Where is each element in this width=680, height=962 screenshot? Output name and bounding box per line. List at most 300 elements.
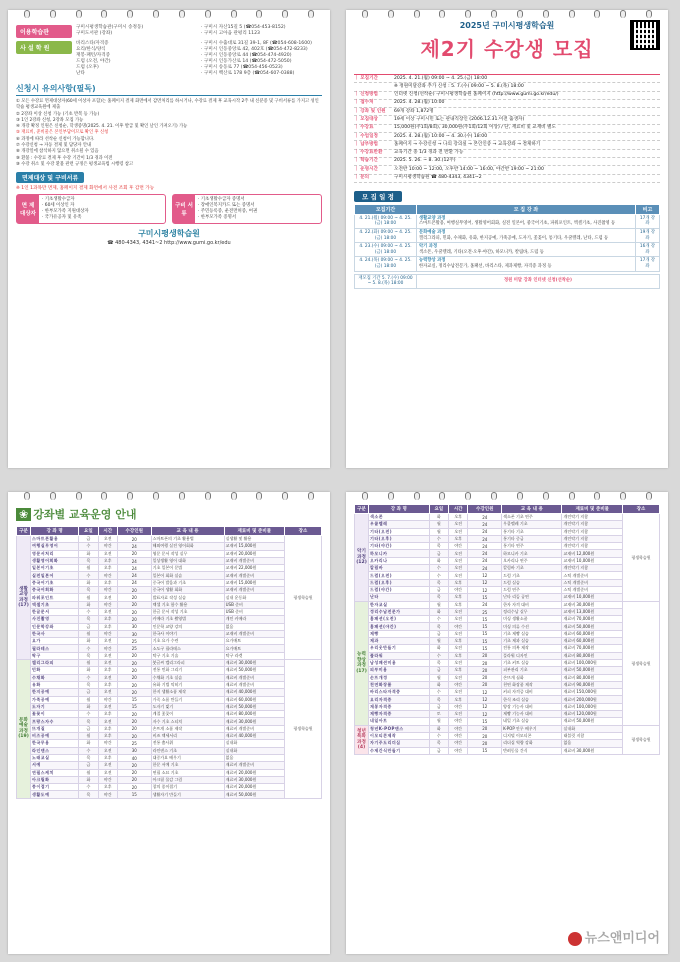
course-name: 파워포인트 [31, 594, 79, 601]
schedule-key: ｜ 수강료 [354, 125, 374, 131]
table-row [355, 214, 660, 228]
table-row [17, 601, 322, 608]
course-material: 없음 [224, 754, 284, 761]
course-material: 재료비 20,000원 [224, 769, 284, 776]
course-day: 월 [79, 769, 98, 776]
course-capacity: 20 [468, 667, 502, 674]
course-content: 아크릴 물감 그림 [151, 776, 224, 783]
course-name: 꽃꽂이 [31, 711, 79, 718]
course-name: 도자기 [31, 703, 79, 710]
table-row [17, 681, 322, 688]
course-time: 오전 [449, 572, 468, 579]
recruit-title: 제2기 수강생 모집 [420, 37, 594, 61]
table-row [17, 711, 322, 718]
course-day: 화 [429, 725, 448, 732]
course-day: 화 [429, 557, 448, 564]
recruit-header [354, 20, 660, 70]
course-time: 오전 [98, 689, 117, 696]
course-capacity: 30 [117, 623, 151, 630]
course-content: 미싱 생활소품 [502, 616, 562, 623]
course-time: 오후 [449, 638, 468, 645]
course-day: 목 [79, 587, 98, 594]
course-day: 목 [429, 696, 448, 703]
group-cell: 청년특화과정(4) [355, 725, 369, 754]
course-desc: 색소폰, 우쿨렐레, 기타(오전·오후·야간), 하모니카, 칼림바, 드럼 등 [419, 249, 544, 255]
course-time: 야간 [98, 696, 117, 703]
course-day: 금 [429, 703, 448, 710]
notice-item: ⑨ 환불 : 수강료 결제 후 수강 기간이 1/3 경과 이전 [16, 155, 113, 161]
venue-name: 드럼 (오후) [76, 65, 99, 70]
course-content: 통기타 기초 [502, 528, 562, 535]
table-row [17, 725, 322, 732]
table-header: 수강인원 [117, 527, 151, 536]
target-boxes [16, 194, 322, 224]
course-time: 오전 [98, 594, 117, 601]
table-row [355, 659, 660, 666]
period-cell: 4. 24.(목) 09:00 ~ 4. 25.(금) 18:00 [355, 257, 417, 271]
course-content: 한국사 이야기 [151, 630, 224, 637]
course-time: 오후 [98, 784, 117, 791]
course-time: 오후 [98, 565, 117, 572]
table-row [355, 667, 660, 674]
course-material: 재료비 30,000원 [562, 747, 623, 754]
course-material: 실내화 [224, 747, 284, 754]
course-day: 수 [429, 535, 448, 542]
course-name: 여행실무영어 [31, 543, 79, 550]
course-name: 우쿨렐레 [369, 521, 430, 528]
course-day: 화 [79, 667, 98, 674]
course-desc: 스마트폰활용, 여행실무영어, 생활영어회화, 실전 일본어, 중국어기초, 파워포인트, 엑셀기초, 사진촬영 등 [419, 221, 616, 227]
table-row [17, 674, 322, 681]
course-content: 기초 요가 수련 [151, 638, 224, 645]
table-header: 강 좌 명 [31, 527, 79, 536]
group-cell: 생활교양과정(17) [17, 536, 31, 660]
course-name: 영문서처리 [31, 550, 79, 557]
notice-list [16, 99, 322, 168]
course-capacity: 20 [117, 733, 151, 740]
notice-item: ⑤ 재료비, 준비물은 본인부담이므로 확인 후 신청 [16, 130, 109, 136]
course-capacity: 24 [468, 528, 502, 535]
place-cell: 평생학습원 [285, 660, 322, 799]
course-content: 수채화 기초 실습 [151, 674, 224, 681]
course-material: 없음 [224, 623, 284, 630]
table-row [355, 674, 660, 681]
venue-name: 드럼 (오전, 야간) [76, 59, 111, 64]
course-day: 금 [429, 586, 448, 593]
course-time: 오후 [98, 733, 117, 740]
schedule-row [354, 100, 660, 108]
schedule-row [354, 108, 660, 116]
course-capacity: 20 [117, 711, 151, 718]
course-material: 재료비 50,000원 [224, 791, 284, 798]
table-row [355, 630, 660, 637]
course-day: 화 [79, 550, 98, 557]
course-content: 중국어 생활 회화 [151, 587, 224, 594]
course-capacity: 20 [468, 681, 502, 688]
binder-rings [8, 492, 330, 500]
course-name: 사진촬영 [31, 616, 79, 623]
course-material: 교재비 개별준비 [224, 572, 284, 579]
course-name: 생활영어회화 [31, 557, 79, 564]
course-time: 오후 [449, 652, 468, 659]
notice-item: ⑥ 과정에 따라 선착순 신청이 가능합니다. [16, 136, 95, 142]
venue-address: · 구미시 인동중앙로 42, 402호 (☎054-472-8233) [201, 47, 308, 52]
table-row [355, 521, 660, 528]
table-row [355, 616, 660, 623]
course-day: 목 [429, 740, 448, 747]
course-capacity: 24 [468, 543, 502, 550]
course-capacity: 20 [117, 652, 151, 659]
course-name: 실전일본어 [31, 572, 79, 579]
course-time: 오전 [449, 557, 468, 564]
info-col-address [201, 41, 322, 77]
schedule-key: ｜ 강좌 및 인원 [354, 108, 386, 114]
course-capacity: 24 [117, 565, 151, 572]
course-material: 교재비 22,000원 [224, 565, 284, 572]
course-day: 목 [79, 718, 98, 725]
course-name: 홈패션(오전) [369, 616, 430, 623]
course-material: 실내 운동화 [224, 594, 284, 601]
course-time: 오전 [449, 550, 468, 557]
course-content: 발표자료 작성 실습 [151, 594, 224, 601]
table-row [355, 623, 660, 630]
table-header: 장소 [285, 527, 322, 536]
course-day: 월 [79, 660, 98, 667]
course-time: 야간 [449, 725, 468, 732]
course-content: 전통 춤사위 [151, 740, 224, 747]
course-capacity: 30 [117, 630, 151, 637]
target-box [16, 194, 166, 224]
course-capacity: 20 [117, 681, 151, 688]
schedule-key: ｜ 모집기간 [354, 75, 378, 81]
schedule-row [354, 133, 660, 141]
venue-address: · 구미시 송동로 77 (☎054-456-0523) [201, 65, 283, 70]
course-content: 천연 화장품 제작 [502, 681, 562, 688]
course-material: 재료비 60,000원 [224, 696, 284, 703]
schedule-value: 2025. 4. 21.(월) 09:00 ~ 4. 25.(금) 18:00 [394, 75, 488, 81]
course-content: 도자기 빚기 [151, 703, 224, 710]
notice-item: ⑧ 개강일에 참석하지 않으면 취소될 수 있음 [16, 149, 99, 155]
notice-item: ② 2강좌 이상 신청 가능 (기초 반복 등 가능) [16, 111, 100, 117]
course-capacity: 20 [117, 725, 151, 732]
course-name: 정리수납전문가 [369, 608, 430, 615]
course-capacity: 25 [468, 608, 502, 615]
course-material: 실생활 및 활용 [224, 536, 284, 543]
course-material: 재료비 개별준비 [224, 762, 284, 769]
course-capacity: 12 [468, 689, 502, 696]
page-title: ❀ 강좌별 교육운영 안내 [16, 506, 322, 522]
course-name: 유화 [31, 681, 79, 688]
table-header: 재료비 및 준비물 [224, 527, 284, 536]
course-capacity: 20 [117, 550, 151, 557]
course-capacity: 20 [468, 732, 502, 739]
course-material: 교재비 20,000원 [224, 550, 284, 557]
course-content: 드럼 연주 [502, 586, 562, 593]
course-day: 화 [429, 514, 448, 521]
course-material: 교재비 개별준비 [224, 630, 284, 637]
course-capacity: 25 [117, 645, 151, 652]
table-row [355, 711, 660, 718]
table-row [355, 725, 660, 732]
course-time: 야간 [449, 703, 468, 710]
target-body [39, 195, 165, 223]
course-name: 제빵자격증 [369, 711, 430, 718]
table-header: 비고 [636, 204, 660, 214]
course-day: 수 [429, 732, 448, 739]
table-header: 구분 [17, 527, 31, 536]
table-row [17, 703, 322, 710]
course-capacity: 24 [468, 535, 502, 542]
course-material: 재료비 100,000원 [562, 659, 623, 666]
course-content: 색소폰 기초 연주 [502, 514, 562, 521]
course-time: 오후 [98, 557, 117, 564]
schedule-list [354, 74, 660, 183]
table-row [17, 630, 322, 637]
course-name: 드럼(오전) [369, 572, 430, 579]
re-recruit-period: 재모집 기간 5. 7.(수) 09:00 ~ 5. 8.(목) 18:00 [355, 274, 417, 288]
course-name: 인문학강좌 [31, 623, 79, 630]
qr-code-icon[interactable] [630, 20, 660, 50]
table-row [17, 645, 322, 652]
table-row [355, 608, 660, 615]
schedule-row [354, 166, 660, 174]
course-time: 야간 [98, 630, 117, 637]
course-day: 화 [429, 645, 448, 652]
notice-item: ⑦ 수강신청 → 자동 결제 및 담당자 안내 [16, 143, 92, 149]
course-name: 서예 [31, 762, 79, 769]
table-row [17, 754, 322, 761]
course-time: 오후 [98, 616, 117, 623]
schedule-value: 69개 강좌 1,872명 [394, 108, 434, 114]
schedule-row [354, 75, 660, 83]
course-day: 화 [429, 681, 448, 688]
course-content: 피부관리 기초 [502, 667, 562, 674]
course-time: 오후 [449, 601, 468, 608]
course-time: 야간 [98, 645, 117, 652]
course-content: 기초 일본어 문법 [151, 565, 224, 572]
course-content: 제빵 기능사 대비 [502, 711, 562, 718]
table-row [355, 696, 660, 703]
table-row [355, 747, 660, 754]
table-row [17, 740, 322, 747]
course-day: 수 [79, 674, 98, 681]
schedule-row [354, 158, 660, 166]
course-material: 재료비 70,000원 [562, 616, 623, 623]
course-content: 붓글씨 캘리그라피 [151, 660, 224, 667]
course-capacity: 15 [468, 630, 502, 637]
period-badge: 모 집 일 정 [354, 191, 402, 202]
table-row [355, 601, 660, 608]
table-row [355, 718, 660, 725]
schedule-value: 인터넷 신청(선착순) 구미시평생학습원 홈페이지 (http://www.gumi.go.kr/edu/) [394, 92, 559, 98]
course-material: 재료비 80,000원 [224, 711, 284, 718]
footer-org: 구미시평생학습원 [138, 229, 200, 239]
course-capacity: 12 [468, 579, 502, 586]
course-time: 오전 [449, 645, 468, 652]
course-cell [417, 257, 636, 271]
table-row [17, 667, 322, 674]
course-time: 오전 [98, 762, 117, 769]
course-day: 수 [79, 645, 98, 652]
course-capacity: 20 [117, 718, 151, 725]
schedule-value: 19세 이상 구미시민 또는 관내직장인 (2006.12.31.이전 출생자) [394, 116, 525, 122]
table-header: 강 좌 명 [369, 505, 430, 514]
course-time: 오전 [98, 660, 117, 667]
course-day: 금 [79, 623, 98, 630]
schedule-key: ｜ 모집대상 [354, 116, 378, 122]
info-col-address [201, 25, 322, 37]
schedule-key: ｜ 문의 [354, 175, 370, 181]
course-name: 오카리나 [369, 557, 430, 564]
course-content: 한자 자격 대비 [502, 601, 562, 608]
notice-item: ③ 1인 2강좌 신청, 2강좌 모집 가능 [16, 117, 84, 123]
table-row [17, 594, 322, 601]
info-col-venues [76, 41, 197, 77]
course-time: 야간 [449, 747, 468, 754]
table-row [17, 543, 322, 550]
table-row [355, 689, 660, 696]
course-time: 오후 [449, 594, 468, 601]
table-row [17, 660, 322, 667]
course-material: 재료비 150,000원 [562, 689, 623, 696]
note-cell: 19개 강좌 [636, 229, 660, 243]
course-day: 목 [79, 652, 98, 659]
course-content: 손뜨개 심화 [502, 674, 562, 681]
target-line: · 기초생활수급자 증명서 [198, 197, 245, 203]
course-content: K-POP 안무 배우기 [502, 725, 562, 732]
place-cell: 평생학습원 [285, 536, 322, 660]
course-day: 화 [79, 703, 98, 710]
course-day: 월 [79, 630, 98, 637]
place-cell: 평생학습원 [623, 725, 660, 754]
course-content: 인문학 교양 강의 [151, 623, 224, 630]
course-capacity: 12 [468, 711, 502, 718]
schedule-row [354, 175, 660, 183]
schedule-row [354, 141, 660, 149]
course-day: 화 [429, 608, 448, 615]
course-material: 교재비 10,000원 [562, 557, 623, 564]
course-time: 오후 [98, 681, 117, 688]
course-day: 금 [79, 536, 98, 543]
course-day: 목 [429, 579, 448, 586]
course-name: 연필스케치 [31, 769, 79, 776]
course-material: 교재비 30,000원 [562, 601, 623, 608]
course-day: 목 [79, 616, 98, 623]
course-content: 자수 기초 스티치 [151, 718, 224, 725]
course-time: 오전 [98, 769, 117, 776]
course-material: 재료비 50,000원 [562, 718, 623, 725]
table-row [355, 681, 660, 688]
course-content: 반려동물 간식 [502, 747, 562, 754]
course-capacity: 20 [117, 667, 151, 674]
course-time: 오전 [449, 630, 468, 637]
table-header: 교 육 내 용 [502, 505, 562, 514]
course-content: 한지 생활소품 제작 [151, 689, 224, 696]
course-name: 아크릴화 [31, 776, 79, 783]
course-content: 기초 제빵 실습 [502, 630, 562, 637]
course-day: 화 [79, 638, 98, 645]
course-name: 한국사 [31, 630, 79, 637]
course-capacity: 15 [468, 623, 502, 630]
course-content: 소도구 필라테스 [151, 645, 224, 652]
course-material: 재료비 50,000원 [562, 667, 623, 674]
course-name: 남성패션미용 [369, 659, 430, 666]
course-day: 월 [429, 718, 448, 725]
course-capacity: 12 [468, 703, 502, 710]
course-time: 야간 [98, 791, 117, 798]
course-day: 월 [429, 638, 448, 645]
schedule-key: ｜ 수업일정 [354, 133, 378, 139]
course-material: 없음 [562, 740, 623, 747]
schedule-value: ※ 정원미달강좌 추가 신청 : 5. 7.(수) 09:00 ~ 5. 8.(목) 18:00 [394, 83, 524, 89]
info-label: 사 설 학 원 [16, 41, 72, 54]
course-time: 오전 [449, 616, 468, 623]
course-material: 재료비 60,000원 [562, 638, 623, 645]
course-schedule-table [354, 204, 660, 272]
course-day: 금 [429, 667, 448, 674]
course-capacity: 20 [117, 762, 151, 769]
course-day: 수 [79, 784, 98, 791]
venue-name: 요리/한식/양식 [76, 47, 106, 52]
course-content: 한식 조리 실습 [502, 696, 562, 703]
course-time: 야간 [449, 586, 468, 593]
course-name: 재봉자격증 [369, 703, 430, 710]
course-content: 라인댄스 기초 [151, 747, 224, 754]
place-cell: 평생학습원 [623, 601, 660, 725]
course-material: 재료비 80,000원 [562, 674, 623, 681]
brochure-page-4 [346, 492, 668, 954]
table-row [17, 769, 322, 776]
course-time: 오전 [449, 659, 468, 666]
course-material: 재료비 20,000원 [224, 784, 284, 791]
venue-info [8, 25, 330, 77]
course-content: 해외여행 실전 영어회화 [151, 543, 224, 550]
schedule-value: 오전반 10:00 ~ 12:00, 오후반 14:00 ~ 16:00, 야간반 19:00 ~ 21:00 [394, 166, 544, 172]
course-name: 프랑스자수 [31, 718, 79, 725]
course-time: 오후 [98, 725, 117, 732]
course-capacity: 20 [117, 660, 151, 667]
course-day: 수 [429, 689, 448, 696]
course-capacity: 25 [117, 740, 151, 747]
table-row [17, 616, 322, 623]
course-desc: 한자교실, 정리수납전문가, 홈패션, 바리스타, 제과제빵, 자격증 과정 등 [419, 264, 552, 270]
logo-icon [568, 932, 582, 946]
table-header: 요일 [429, 505, 448, 514]
period-cell: 4. 23.(수) 09:00 ~ 4. 25.(금) 18:00 [355, 243, 417, 257]
venue-address: · 구미시 인동가산로 14 (☎054-472-5050) [201, 59, 292, 64]
course-content: 창의 종이접기 [151, 784, 224, 791]
table-row [355, 572, 660, 579]
course-day: 금 [429, 630, 448, 637]
course-capacity: 20 [117, 616, 151, 623]
course-name: 한글문서 [31, 608, 79, 615]
place-cell: 평생학습원 [623, 514, 660, 602]
course-time: 야간 [449, 681, 468, 688]
course-capacity: 20 [117, 776, 151, 783]
course-capacity: 24 [117, 572, 151, 579]
course-content: 탁구 기초 기술 [151, 652, 224, 659]
table-row [355, 565, 660, 572]
course-name: 기타(야간) [369, 543, 430, 550]
course-name: 드럼(야간) [369, 586, 430, 593]
course-content: 손뜨개 소품 제작 [151, 725, 224, 732]
table-header: 재료비 및 준비물 [562, 505, 623, 514]
course-capacity: 15 [468, 747, 502, 754]
course-capacity: 20 [117, 784, 151, 791]
course-capacity: 20 [117, 674, 151, 681]
course-capacity: 20 [468, 725, 502, 732]
course-material: 개인악기 지참 [562, 514, 623, 521]
